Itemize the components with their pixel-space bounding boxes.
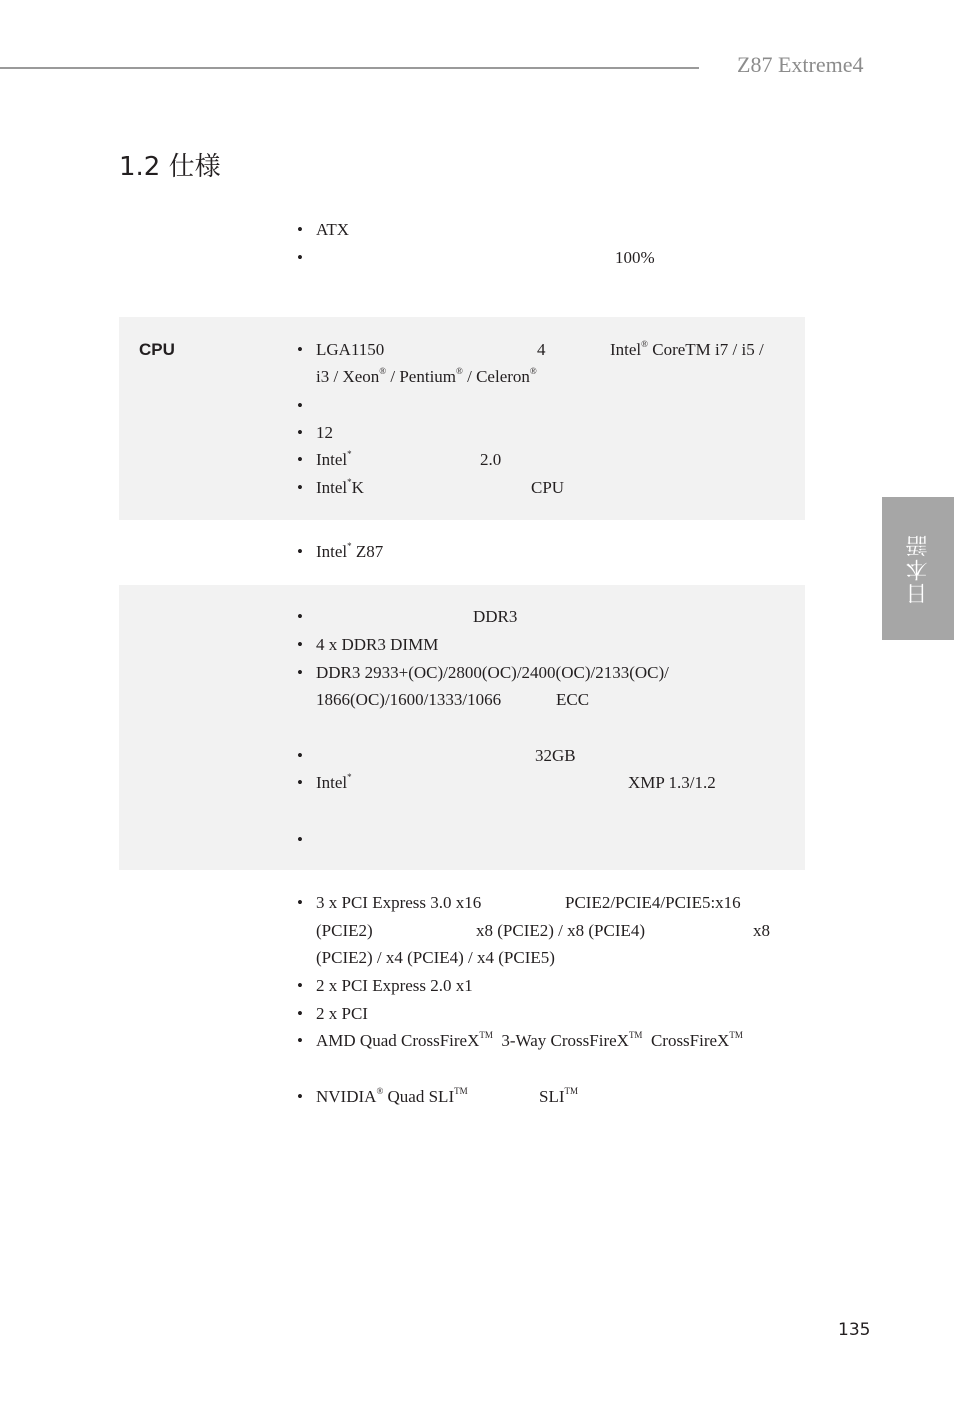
pcie3-mode-2c: x8	[753, 921, 770, 940]
cpu-turbo-version: 2.0	[480, 450, 502, 469]
memory-slots: 4 x DDR3 DIMM	[316, 635, 439, 654]
pcie2-slots: 2 x PCI Express 2.0 x1	[316, 976, 473, 995]
bullet: •	[297, 773, 303, 792]
bullet: •	[297, 976, 303, 995]
bullet: •	[297, 607, 303, 626]
bullet: •	[297, 893, 303, 912]
bullet: •	[297, 248, 303, 267]
header-rule	[0, 67, 699, 69]
bullet: •	[297, 478, 303, 497]
memory-xmp-version: XMP 1.3/1.2	[628, 773, 716, 792]
bullet: •	[297, 1031, 303, 1050]
cpu-label: CPU	[139, 340, 175, 359]
pcie3-mode-2a: (PCIE2)	[316, 921, 373, 940]
platform-line-2: 100%	[615, 248, 655, 267]
bullet: •	[297, 635, 303, 654]
sli-support: NVIDIA® Quad SLI™	[316, 1086, 468, 1106]
pcie3-mode-2b: x8 (PCIE2) / x8 (PCIE4)	[476, 921, 646, 940]
bullet: •	[297, 1004, 303, 1023]
memory-speeds-2: 1866(OC)/1600/1333/1066	[316, 690, 502, 709]
bullet: •	[297, 340, 303, 359]
chipset-line: Intel* Z87	[316, 541, 384, 561]
pci-slots: 2 x PCI	[316, 1004, 368, 1023]
cpu-supported-line-2: i3 / Xeon® / Pentium® / Celeron®	[316, 366, 537, 386]
pcie3-mode-3: (PCIE2) / x4 (PCIE4) / x4 (PCIE5)	[316, 948, 555, 967]
cpu-socket-gen: 4	[537, 340, 546, 359]
bullet: •	[297, 396, 303, 415]
cpu-turbo-line: Intel*	[316, 449, 352, 469]
memory-max-capacity: 32GB	[535, 746, 576, 765]
cpu-supported-line: Intel® CoreTM i7 / i5 /	[610, 339, 764, 359]
bullet: •	[297, 746, 303, 765]
page-number: 135	[838, 1320, 871, 1340]
memory-row-band	[119, 585, 805, 870]
model-name: Z87 Extreme4	[737, 52, 864, 77]
memory-type: DDR3	[473, 607, 518, 626]
cpu-unlocked-cpu: CPU	[531, 478, 565, 497]
memory-xmp-intel: Intel*	[316, 772, 352, 792]
bullet: •	[297, 830, 303, 849]
bullet: •	[297, 1087, 303, 1106]
memory-speeds: DDR3 2933+(OC)/2800(OC)/2400(OC)/2133(OC)/	[316, 663, 669, 682]
sli-support-2: SLI™	[539, 1086, 578, 1106]
bullet: •	[297, 542, 303, 561]
language-side-tab	[882, 497, 954, 640]
crossfire-support: AMD Quad CrossFireX™ 3-Way CrossFireX™ CrossFireX™	[316, 1030, 743, 1050]
cpu-socket-text: LGA1150	[316, 340, 385, 359]
memory-ecc: ECC	[556, 690, 590, 709]
pcie3-x16-mode: PCIE2/PCIE4/PCIE5:x16	[565, 893, 741, 912]
bullet: •	[297, 450, 303, 469]
pcie3-slots: 3 x PCI Express 3.0 x16	[316, 893, 482, 912]
bullet: •	[297, 423, 303, 442]
bullet: •	[297, 663, 303, 682]
language-side-tab-label: 日本語	[905, 532, 931, 605]
bullet: •	[297, 220, 303, 239]
section-title: 1.2 仕様	[119, 152, 221, 182]
cpu-power-phase: 12	[316, 423, 333, 442]
cpu-unlocked-line: Intel*K	[316, 477, 364, 497]
platform-line-1: ATX	[316, 220, 350, 239]
